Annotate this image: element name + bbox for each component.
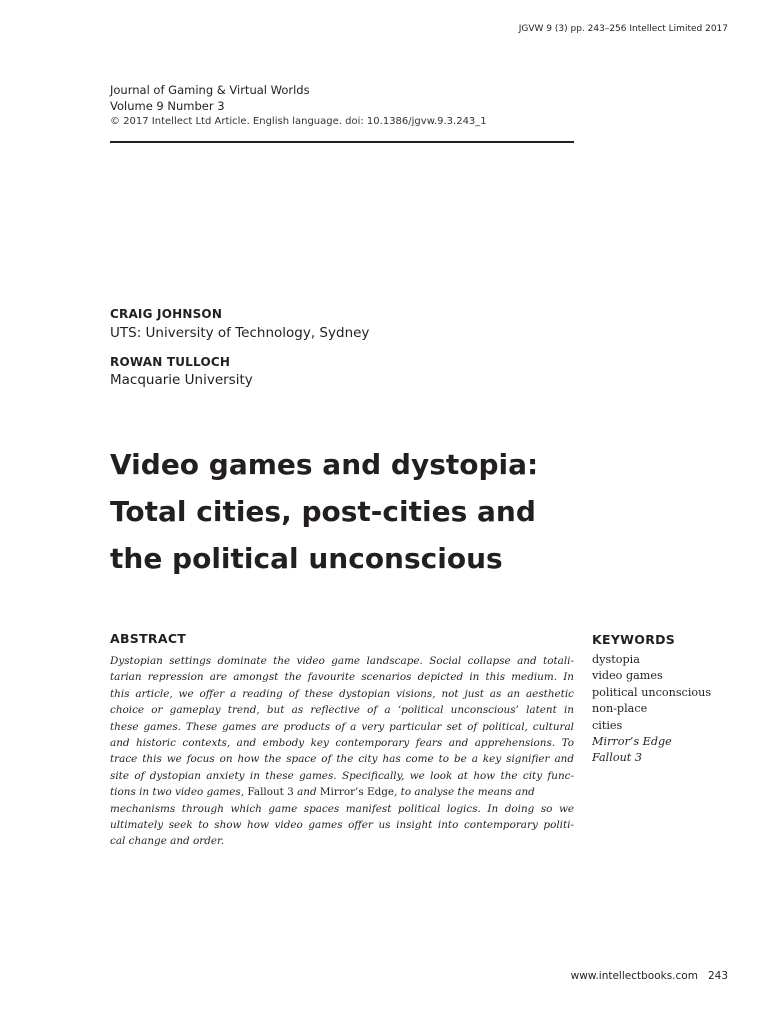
keyword-item: video games [592,669,663,683]
abstract-text [110,653,574,850]
journal-divider [110,141,574,143]
game-title-fallout: Fallout 3 [247,786,294,799]
keywords-list [592,652,711,767]
title-line: Total cities, post-cities and [110,495,536,528]
abstract-line: site of dystopian anxiety in these games. Specifically, we look at how the city func- [110,769,574,782]
abstract-line: this article, we offer a reading of these dystopian visions, not just as an aesthetic [110,687,574,700]
abstract-text-segment: tions in two video games, [110,786,248,799]
keyword-item: political unconscious [592,685,712,699]
author-affiliation: Macquarie University [110,372,253,388]
running-head: JGVW 9 (3) pp. 243–256 Intellect Limited 2017 [518,24,728,34]
article-title [110,441,550,582]
journal-info [110,82,574,130]
abstract-line: trace this we focus on how the space of the city has come to be a key signifier and [110,753,574,766]
abstract-text-segment: , to analyse the means and [394,786,535,799]
page-footer [571,970,728,982]
keyword-item: Fallout 3 [592,751,642,765]
keywords-heading: KEYWORDS [592,632,676,647]
author-name: ROWAN TULLOCH [110,355,231,369]
abstract-line: tarian repression are amongst the favourite scenarios depicted in this medium. In [110,671,574,684]
author-affiliation: UTS: University of Technology, Sydney [110,325,370,341]
title-line: Video games and dystopia: [110,448,539,481]
journal-copyright-doi: © 2017 Intellect Ltd Article. English language. doi: 10.1386/jgvw.9.3.243_1 [110,116,487,127]
abstract-line: mechanisms through which game spaces manifest political logics. In doing so we [110,802,574,815]
page-number: 243 [707,970,728,982]
footer-url[interactable]: www.intellectbooks.com [570,970,698,982]
title-line: the political unconscious [110,542,503,575]
keyword-item: cities [592,718,623,732]
journal-volume: Volume 9 Number 3 [110,99,225,113]
abstract-line [110,784,574,800]
journal-name: Journal of Gaming & Virtual Worlds [110,83,310,97]
game-title-mirrors-edge: Mirror’s Edge [319,786,395,799]
abstract-line: ultimately seek to show how video games offer us insight into contemporary politi- [110,819,574,832]
keyword-item: dystopia [592,653,640,666]
abstract-line: Dystopian settings dominate the video game landscape. Social collapse and totali- [110,655,574,667]
author-name: CRAIG JOHNSON [110,307,223,321]
abstract-line: and historic contexts, and embody key contemporary fears and apprehensions. To [110,737,574,750]
keyword-item: non-place [592,702,648,716]
abstract-text-segment: and [293,786,320,799]
abstract-heading: ABSTRACT [110,631,187,646]
keyword-item: Mirror’s Edge [592,735,672,749]
abstract-line: cal change and order. [110,835,225,848]
abstract-line: choice or gameplay trend, but as reflective of a ‘political unconscious’ latent in [110,704,574,717]
abstract-line: these games. These games are products of a very particular set of political, cultural [110,720,574,733]
